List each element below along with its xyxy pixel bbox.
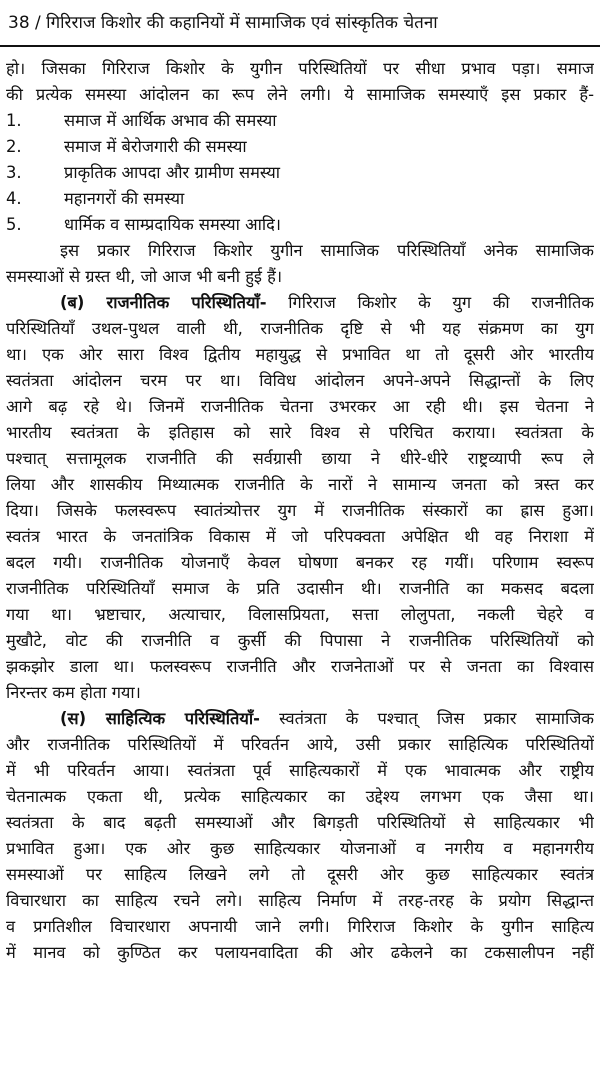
- text-line: आगे बढ़ रहे थे। जिनमें राजनीतिक चेतना उभरकर आ रही थी। इस चेतना ने: [6, 397, 594, 416]
- text-line: राजनीतिक परिस्थितियाँ समाज के प्रति उदासीन थी। राजनीति का मकसद बदला: [6, 579, 594, 598]
- list-item: [6, 108, 594, 134]
- list-text: समाज में बेरोजगारी की समस्या: [64, 137, 247, 156]
- list-item: [6, 134, 594, 160]
- section-first-line: [6, 706, 594, 732]
- text-line: समस्याओं पर साहित्य लिखने लगे तो दूसरी ओर कुछ साहित्यकार स्वतंत्र: [6, 865, 594, 884]
- text-line: हो। जिसका गिरिराज किशोर के युगीन परिस्थितियों पर सीधा प्रभाव पड़ा। समाज: [6, 59, 594, 78]
- text-fragment: स्वतंत्रता के पश्चात् जिस प्रकार सामाजिक: [279, 709, 594, 728]
- text-line: निरन्तर कम होता गया।: [6, 683, 141, 702]
- text-line: में मानव को कुण्ठित कर पलायनवादिता की ओर ढकेलने का टकसालीपन नहीं: [6, 943, 594, 962]
- list-text: धार्मिक व साम्प्रदायिक समस्या आदि।: [64, 215, 282, 234]
- list-number: 2.: [6, 137, 22, 156]
- list-number: 4.: [6, 189, 22, 208]
- list-item: [6, 160, 594, 186]
- text-line: गया था। भ्रष्टाचार, अत्याचार, विलासप्रियता, सत्ता लोलुपता, नकली चेहरे व: [6, 605, 594, 624]
- text-line: स्वतंत्रता आंदोलन चरम पर था। विविध आंदोलन अपने-अपने सिद्धान्तों के लिए: [6, 371, 594, 390]
- text-line: झकझोर डाला था। फलस्वरूप राजनीति और राजनेताओं पर से जनता का विश्वास: [6, 657, 594, 676]
- text-line: इस प्रकार गिरिराज किशोर युगीन सामाजिक परिस्थितियाँ अनेक सामाजिक: [60, 241, 594, 260]
- list-text: महानगरों की समस्या: [64, 189, 185, 208]
- text-fragment: गिरिराज किशोर के युग की राजनीतिक: [288, 293, 594, 312]
- list-number: 1.: [6, 111, 22, 130]
- section-heading-political: (ब) राजनीतिक परिस्थितियाँ-: [60, 293, 267, 312]
- section-first-line: [6, 290, 594, 316]
- text-line: विचारधारा का साहित्य रचने लगे। साहित्य निर्माण में तरह-तरह के प्रयोग सिद्धान्त: [6, 891, 594, 910]
- list-item: [6, 186, 594, 212]
- list-item: [6, 212, 594, 238]
- running-header: 38 / गिरिराज किशोर की कहानियों में सामाजिक एवं सांस्कृतिक चेतना: [8, 13, 438, 33]
- text-line: पश्चात् सत्तामूलक राजनीति की सर्वग्रासी छाया ने धीरे-धीरे राष्ट्रव्यापी रूप ले: [6, 449, 594, 468]
- text-line: स्वतंत्र भारत के जनतांत्रिक विकास में जो परिपक्वता अपेक्षित थी वह निराशा में: [6, 527, 594, 546]
- text-line: चेतनात्मक एकता थी, प्रत्येक साहित्यकार का उद्देश्य लगभग एक जैसा था।: [6, 787, 594, 806]
- text-line: लिया और शासकीय मिथ्यात्मक राजनीति के नारों ने सामान्य जनता को त्रस्त कर: [6, 475, 594, 494]
- list-number: 5.: [6, 215, 22, 234]
- text-line: था। एक ओर सारा विश्व द्वितीय महायुद्ध से प्रभावित था तो दूसरी ओर भारतीय: [6, 345, 594, 364]
- header-rule: [0, 45, 600, 47]
- list-number: 3.: [6, 163, 22, 182]
- body-text: [6, 56, 594, 966]
- text-line: समस्याओं से ग्रस्त थी, जो आज भी बनी हुई हैं।: [6, 267, 283, 286]
- text-line: की प्रत्येक समस्या आंदोलन का रूप लेने लगी। ये सामाजिक समस्याएँ इस प्रकार हैं-: [6, 85, 594, 104]
- list-text: प्राकृतिक आपदा और ग्रामीण समस्या: [64, 163, 281, 182]
- text-line: प्रभावित हुआ। एक ओर कुछ साहित्यकार योजनाओं व नगरीय व महानगरीय: [6, 839, 594, 858]
- text-line: और राजनीतिक परिस्थितियों में परिवर्तन आये, उसी प्रकार साहित्यिक परिस्थितियों: [6, 735, 594, 754]
- text-line: भारतीय स्वतंत्रता के इतिहास को सारे विश्व से परिचित कराया। स्वतंत्रता के: [6, 423, 594, 442]
- text-line: में भी परिवर्तन आया। स्वतंत्रता पूर्व साहित्यकारों में एक भावात्मक और राष्ट्रीय: [6, 761, 594, 780]
- text-line: व प्रगतिशील विचारधारा अपनायी जाने लगी। गिरिराज किशोर के युगीन साहित्य: [6, 917, 594, 936]
- text-line: मुखौटे, वोट की राजनीति व कुर्सी की पिपासा ने राजनीतिक परिस्थितियों को: [6, 631, 594, 650]
- text-line: दिया। जिसके फलस्वरूप स्वातंत्र्योत्तर युग में राजनीतिक संस्कारों का ह्रास हुआ।: [6, 501, 594, 520]
- text-line: बदल गयी। राजनीतिक योजनाएँ केवल घोषणा बनकर रह गयीं। परिणाम स्वरूप: [6, 553, 594, 572]
- text-line: परिस्थितियाँ उथल-पुथल वाली थी, राजनीतिक दृष्टि से भी यह संक्रमण का युग: [6, 319, 594, 338]
- list-text: समाज में आर्थिक अभाव की समस्या: [64, 111, 277, 130]
- text-line: स्वतंत्रता के बाद बढ़ती समस्याओं और बिगड़ती परिस्थितियों से साहित्यकार भी: [6, 813, 594, 832]
- section-heading-literary: (स) साहित्यिक परिस्थितियाँ-: [60, 709, 260, 728]
